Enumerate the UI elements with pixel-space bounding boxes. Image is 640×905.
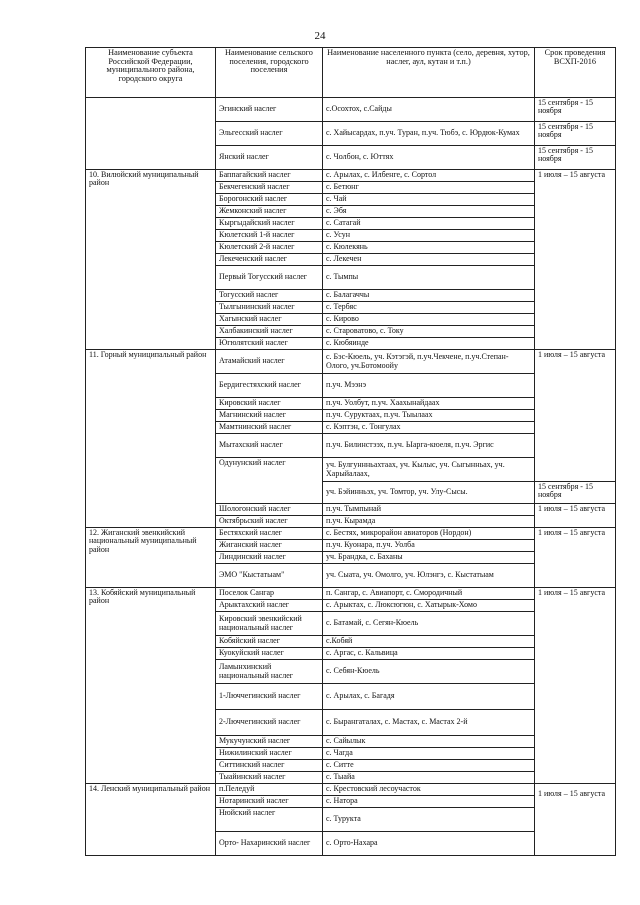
localities-cell: п.уч. Мээнэ bbox=[323, 374, 535, 398]
localities-cell: с. Бетюнг bbox=[323, 182, 535, 194]
localities-cell: с. Орто-Нахара bbox=[323, 832, 535, 856]
period-cell: 1 июля – 15 августа bbox=[535, 170, 616, 350]
period-cell: 1 июля – 15 августа bbox=[535, 504, 616, 528]
settlement-cell: Жиганский наслег bbox=[216, 540, 323, 552]
settlement-cell: Ситтинский наслег bbox=[216, 760, 323, 772]
localities-cell: п.уч. Уолбут, п.уч. Хаахынайдаах bbox=[323, 398, 535, 410]
settlement-cell: Поселок Сангар bbox=[216, 588, 323, 600]
localities-cell: с. Ситте bbox=[323, 760, 535, 772]
settlement-cell: Халбакинский наслег bbox=[216, 326, 323, 338]
municipality-cell: 14. Ленский муниципальный район bbox=[86, 784, 216, 856]
header-settlement: Наименование сельского поселения, городского поселения bbox=[216, 48, 323, 98]
settlement-cell: Борогонский наслег bbox=[216, 194, 323, 206]
settlement-cell: п.Пеледуй bbox=[216, 784, 323, 796]
period-cell: 1 июля – 15 августа bbox=[535, 350, 616, 482]
localities-cell: с. Бестях, микрорайон авиаторов (Нордон) bbox=[323, 528, 535, 540]
settlement-cell: Нотаринский наслег bbox=[216, 796, 323, 808]
settlement-cell: Тогусский наслег bbox=[216, 290, 323, 302]
period-cell: 15 сентября - 15 ноября bbox=[535, 146, 616, 170]
localities-cell: с. Кюбяинде bbox=[323, 338, 535, 350]
period-cell: 15 сентября - 15 ноября bbox=[535, 482, 616, 504]
localities-cell: с. Крестовский лесоучасток bbox=[323, 784, 535, 796]
settlement-cell: 2-Люччегинский наслег bbox=[216, 710, 323, 736]
localities-cell: п.уч. Кырамда bbox=[323, 516, 535, 528]
localities-cell: уч. Бэйинньэх, уч. Томтор, уч. Улу-Сысы. bbox=[323, 482, 535, 504]
settlement-cell: Кыргыдайский наслег bbox=[216, 218, 323, 230]
settlement-cell: Арыктахский наслег bbox=[216, 600, 323, 612]
localities-cell: с. Староватово, с. Току bbox=[323, 326, 535, 338]
settlement-cell: Атамайский наслег bbox=[216, 350, 323, 374]
settlement-cell: Кировский эвенкийский национальный наслег bbox=[216, 612, 323, 636]
localities-cell: с. Сатагай bbox=[323, 218, 535, 230]
localities-cell: с. Бырангаталах, с. Мастах, с. Мастах 2-й bbox=[323, 710, 535, 736]
settlement-cell: Югюлятский наслег bbox=[216, 338, 323, 350]
header-municipality: Наименование субъекта Российской Федерации, муниципального района, городского округа bbox=[86, 48, 216, 98]
page-number: 24 bbox=[314, 30, 326, 42]
settlement-cell: Лекеченский наслег bbox=[216, 254, 323, 266]
localities-cell: с. Натора bbox=[323, 796, 535, 808]
settlement-cell: Орто- Нахаринский наслег bbox=[216, 832, 323, 856]
settlement-cell: Кировский наслег bbox=[216, 398, 323, 410]
settlement-cell: Мукучунский наслег bbox=[216, 736, 323, 748]
localities-cell: с. Усун bbox=[323, 230, 535, 242]
period-cell: 1 июля – 15 августа bbox=[535, 588, 616, 784]
settlement-cell: Эгинский наслег bbox=[216, 98, 323, 122]
localities-cell: п.уч. Тымпынай bbox=[323, 504, 535, 516]
localities-cell: с. Аргас, с. Кальвица bbox=[323, 648, 535, 660]
localities-cell: с. Турукта bbox=[323, 808, 535, 832]
settlement-cell: Первый Тогусский наслег bbox=[216, 266, 323, 290]
settlement-cell: Куокуйский наслег bbox=[216, 648, 323, 660]
localities-cell: с. Батамай, с. Сегян-Кюель bbox=[323, 612, 535, 636]
settlement-cell: Хагынский наслег bbox=[216, 314, 323, 326]
municipality-cell bbox=[86, 98, 216, 170]
settlement-cell: Тыайинский наслег bbox=[216, 772, 323, 784]
localities-cell: с. Тымпы bbox=[323, 266, 535, 290]
localities-cell: с. Бэс-Кюель, уч. Кэтэгэй, п.уч.Чекчене, п.уч.Степан-Олого, уч.Ботомоойу bbox=[323, 350, 535, 374]
settlement-cell: Эльгесский наслег bbox=[216, 122, 323, 146]
settlement-cell: Шологонский наслег bbox=[216, 504, 323, 516]
settlement-cell: Тылгынинский наслег bbox=[216, 302, 323, 314]
municipality-cell: 13. Кобяйский муниципальный район bbox=[86, 588, 216, 784]
census-schedule-table bbox=[85, 47, 616, 856]
municipality-cell: 12. Жиганский эвенкийский национальный муниципальный район bbox=[86, 528, 216, 588]
localities-cell: с. Кэптэн, с. Тонгулах bbox=[323, 422, 535, 434]
settlement-cell: Линдинский наслег bbox=[216, 552, 323, 564]
localities-cell: уч. Брандка, с. Баханы bbox=[323, 552, 535, 564]
localities-cell: с.Кобяй bbox=[323, 636, 535, 648]
settlement-cell: Кобяйский наслег bbox=[216, 636, 323, 648]
localities-cell: с. Кюлекянь bbox=[323, 242, 535, 254]
settlement-cell: Кюлетский 1-й наслег bbox=[216, 230, 323, 242]
period-cell: 1 июля – 15 августа bbox=[535, 528, 616, 588]
localities-cell: с. Эбя bbox=[323, 206, 535, 218]
localities-cell: с. Тыайа bbox=[323, 772, 535, 784]
localities-cell: с. Арылах, с. Илбенге, с. Сортол bbox=[323, 170, 535, 182]
localities-cell: п.уч. Суруктаах, п.уч. Тыылаах bbox=[323, 410, 535, 422]
localities-cell: с. Хайысардах, п.уч. Туран, п.уч. Тюбэ, с. Юрдюк-Кумах bbox=[323, 122, 535, 146]
localities-cell: с. Тербяс bbox=[323, 302, 535, 314]
localities-cell: с. Сайылык bbox=[323, 736, 535, 748]
settlement-cell: Жемконский наслег bbox=[216, 206, 323, 218]
localities-cell: с. Арыктах, с. Люксюгюн, с. Хатырык-Хомо bbox=[323, 600, 535, 612]
settlement-cell: Янский наслег bbox=[216, 146, 323, 170]
settlement-cell: Бекчегенский наслег bbox=[216, 182, 323, 194]
localities-cell: уч. Сыата, уч. Омолго, уч. Юлэнгэ, с. Кыстатыам bbox=[323, 564, 535, 588]
localities-cell: с. Чай bbox=[323, 194, 535, 206]
settlement-cell: Мамтнинский наслег bbox=[216, 422, 323, 434]
localities-cell: с. Чолбон, с. Юттях bbox=[323, 146, 535, 170]
settlement-cell: Кюлетский 2-й наслег bbox=[216, 242, 323, 254]
municipality-cell: 10. Вилюйский муниципальный район bbox=[86, 170, 216, 350]
settlement-cell: Бестяхский наслег bbox=[216, 528, 323, 540]
settlement-cell: Бердигестяхский наслег bbox=[216, 374, 323, 398]
localities-cell: с. Чагда bbox=[323, 748, 535, 760]
localities-cell: с. Лекечен bbox=[323, 254, 535, 266]
settlement-cell: Октябрьский наслег bbox=[216, 516, 323, 528]
localities-cell: с. Кирово bbox=[323, 314, 535, 326]
localities-cell: с. Себян-Кюель bbox=[323, 660, 535, 684]
settlement-cell: Магнинский наслег bbox=[216, 410, 323, 422]
settlement-cell: Мытахский наслег bbox=[216, 434, 323, 458]
settlement-cell: Баппагайский наслег bbox=[216, 170, 323, 182]
localities-cell: уч. Булгуннньахтаах, уч. Кылыс, уч. Сыгынньах, уч. Харыйалаах, bbox=[323, 458, 535, 482]
period-cell: 15 сентября - 15 ноября bbox=[535, 98, 616, 122]
header-localities: Наименование населенного пункта (село, деревня, хутор, наслег, аул, кутан и т.п.) bbox=[323, 48, 535, 98]
localities-cell: с. Балагаччы bbox=[323, 290, 535, 302]
localities-cell: с. Арылах, с. Багадя bbox=[323, 684, 535, 710]
municipality-cell: 11. Горный муниципальный район bbox=[86, 350, 216, 528]
localities-cell: п.уч. Куонара, п.уч. Уолба bbox=[323, 540, 535, 552]
settlement-cell: ЭМО "Кыстатыам" bbox=[216, 564, 323, 588]
settlement-cell: 1-Люччегинский наслег bbox=[216, 684, 323, 710]
period-cell: 15 сентября - 15 ноября bbox=[535, 122, 616, 146]
header-period: Срок проведения ВСХП-2016 bbox=[535, 48, 616, 98]
localities-cell: п.уч. Билинстээх, п.уч. Ыарга-кюеля, п.уч. Эргис bbox=[323, 434, 535, 458]
localities-cell: п. Сангар, с. Авиапорт, с. Смородичный bbox=[323, 588, 535, 600]
settlement-cell: Одунунский наслег bbox=[216, 458, 323, 504]
localities-cell: с.Осохтох, с.Сайды bbox=[323, 98, 535, 122]
period-cell: 1 июля – 15 августа bbox=[535, 784, 616, 856]
settlement-cell: Нижилинский наслег bbox=[216, 748, 323, 760]
settlement-cell: Ламынхинский национальный наслег bbox=[216, 660, 323, 684]
settlement-cell: Нюйский наслег bbox=[216, 808, 323, 832]
